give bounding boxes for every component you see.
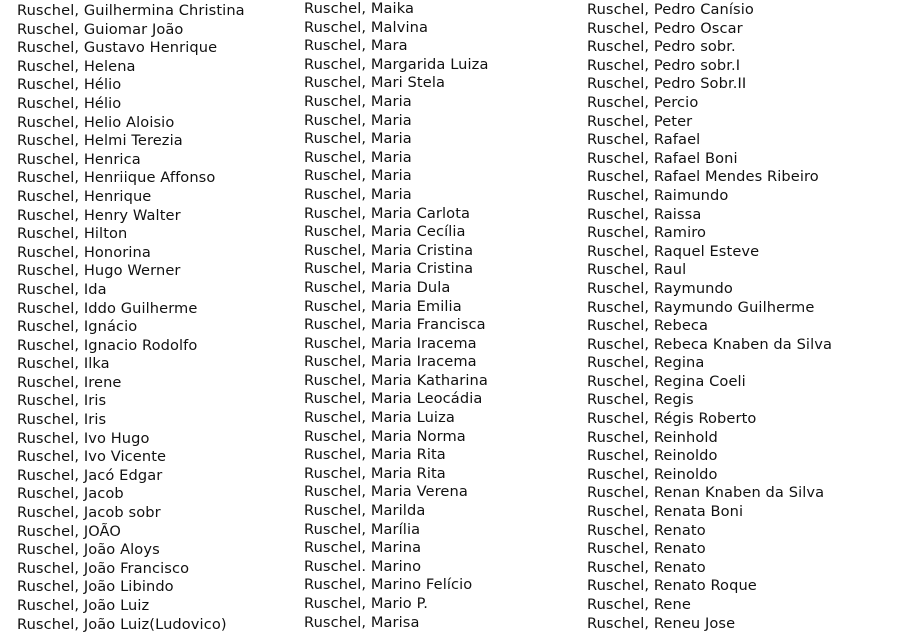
name-entry: Ruschel, Maria Iracema	[304, 353, 477, 371]
name-entry: Ruschel, Helmi Terezia	[17, 132, 183, 150]
name-entry: Ruschel, Ida	[17, 280, 107, 298]
name-entry: Ruschel, Maria	[304, 167, 412, 185]
name-entry: Ruschel, Reneu Jose	[587, 614, 736, 632]
name-entry: Ruschel, Rafael Mendes Ribeiro	[587, 168, 819, 186]
name-entry: Ruschel, Gustavo Henrique	[17, 39, 218, 57]
name-entry: Ruschel, Marisa	[304, 613, 420, 631]
name-entry: Ruschel, Ramiro	[587, 224, 707, 242]
name-entry: Ruschel, Raimundo	[587, 186, 729, 204]
name-entry: Ruschel, Guilhermina Christina	[17, 2, 245, 19]
name-entry: Ruschel, Helio Aloisio	[17, 113, 175, 131]
name-entry: Ruschel, Rafael Boni	[587, 149, 738, 167]
name-entry: Ruschel, Marília	[304, 520, 421, 538]
name-entry: Ruschel, Maria Iracema	[304, 334, 477, 352]
name-entry: Ruschel, Henry Walter	[17, 206, 181, 224]
name-entry: Ruschel, Maria Francisca	[304, 316, 486, 334]
name-entry: Ruschel, Rebeca Knaben da Silva	[587, 335, 833, 353]
name-entry: Ruschel, Honorina	[17, 243, 151, 261]
name-entry: Ruschel, Renata Boni	[587, 503, 744, 521]
name-entry: Ruschel, Maria Verena	[304, 483, 468, 501]
name-entry: Ruschel, Rene	[587, 596, 691, 613]
name-entry: Ruschel, Margarida Luiza	[304, 55, 489, 73]
name-entry: Ruschel, Malvina	[304, 18, 428, 36]
name-entry: Ruschel, Iddo Guilherme	[17, 299, 198, 317]
name-column-2	[304, 0, 489, 632]
name-entry: Ruschel, Jacob sobr	[17, 504, 161, 522]
name-entry: Ruschel, Maika	[304, 0, 415, 17]
name-entry: Ruschel, Maria Carlota	[304, 204, 471, 222]
name-entry: Ruschel, Maria Rita	[304, 446, 446, 464]
name-column-1	[17, 2, 245, 634]
name-entry: Ruschel, Henriique Affonso	[17, 169, 216, 187]
name-entry: Ruschel, Ivo Hugo	[17, 429, 150, 447]
name-entry: Ruschel, Maria	[304, 111, 412, 129]
name-entry: Ruschel, Maria Cecília	[304, 223, 466, 241]
name-entry: Ruschel, Helena	[17, 57, 136, 75]
name-entry: Ruschel, Jacó Edgar	[17, 466, 163, 484]
name-entry: Ruschel, Renan Knaben da Silva	[587, 484, 825, 502]
name-entry: Ruschel, Marina	[304, 539, 422, 557]
name-entry: Ruschel, Iris	[17, 411, 107, 429]
name-entry: Ruschel, Maria	[304, 148, 412, 166]
name-entry: Ruschel, Henrique	[17, 187, 152, 205]
name-entry: Ruschel, Raul	[587, 261, 687, 279]
name-entry: Ruschel, Raissa	[587, 205, 702, 223]
name-entry: Ruschel, Reinoldo	[587, 447, 718, 465]
name-entry: Ruschel, Jacob	[17, 485, 124, 503]
name-entry: Ruschel, Marino Felício	[304, 576, 473, 594]
name-entry: Ruschel, Guiomar João	[17, 20, 184, 38]
name-entry: Ruschel, Régis Roberto	[587, 410, 757, 428]
name-entry: Ruschel, Raymundo	[587, 279, 733, 297]
name-entry: Ruschel, Maria Emilia	[304, 297, 462, 315]
name-entry: Ruschel, Mari Stela	[304, 74, 446, 92]
name-entry: Ruschel, João Luiz(Ludovico)	[17, 615, 227, 633]
name-entry: Ruschel, Maria	[304, 185, 412, 203]
name-entry: Ruschel, Regina	[587, 354, 705, 372]
name-entry: Ruschel, Irene	[17, 373, 122, 391]
name-entry: Ruschel, Pedro Oscar	[587, 19, 743, 37]
name-entry: Ruschel, Ivo Vicente	[17, 448, 167, 466]
name-entry: Ruschel, Renato	[587, 558, 706, 576]
name-entry: Ruschel, Ilka	[17, 355, 110, 373]
name-entry: Ruschel, Rafael	[587, 131, 701, 149]
name-entry: Ruschel, Maria Luiza	[304, 409, 455, 427]
name-column-3	[587, 1, 832, 633]
name-entry: Ruschel, Ignácio	[17, 318, 138, 336]
name-entry: Ruschel, Rebeca	[587, 317, 709, 335]
name-entry: Ruschel, Percio	[587, 93, 699, 111]
name-entry: Ruschel, Marilda	[304, 502, 426, 520]
name-entry: Ruschel, João Libindo	[17, 578, 174, 596]
name-entry: Ruschel, Hilton	[17, 225, 128, 243]
name-entry: Ruschel, Maria Cristina	[304, 241, 474, 259]
name-entry: Ruschel, Mario P.	[304, 595, 428, 612]
name-entry: Ruschel, Maria Cristina	[304, 260, 474, 278]
name-entry: Ruschel, Regina Coeli	[587, 372, 746, 390]
name-entry: Ruschel, Maria Norma	[304, 427, 466, 445]
name-entry: Ruschel, Peter	[587, 112, 693, 130]
name-entry: Ruschel, Raymundo Guilherme	[587, 298, 815, 316]
name-entry: Ruschel, Maria Leocádia	[304, 390, 483, 408]
name-entry: Ruschel, Reinoldo	[587, 465, 718, 483]
name-entry: Ruschel, Maria Dula	[304, 278, 451, 296]
name-entry: Ruschel, Hélio	[17, 94, 122, 112]
name-entry: Ruschel. Marino	[304, 557, 422, 575]
name-entry: Ruschel, Renato	[587, 521, 706, 539]
name-entry: Ruschel, Iris	[17, 392, 107, 410]
name-entry: Ruschel, Hélio	[17, 76, 122, 94]
name-entry: Ruschel, João Francisco	[17, 559, 190, 577]
name-entry: Ruschel, Mara	[304, 37, 408, 55]
name-entry: Ruschel, Maria Rita	[304, 464, 446, 482]
name-entry: Ruschel, Maria	[304, 130, 412, 148]
name-entry: Ruschel, Ignacio Rodolfo	[17, 336, 198, 354]
name-entry: Ruschel, Pedro sobr.I	[587, 56, 741, 74]
name-entry: Ruschel, Maria	[304, 92, 412, 110]
name-entry: Ruschel, Hugo Werner	[17, 262, 181, 280]
name-entry: Ruschel, Pedro Canísio	[587, 1, 754, 18]
name-entry: Ruschel, JOÃO	[17, 522, 121, 540]
name-entry: Ruschel, Raquel Esteve	[587, 242, 760, 260]
name-entry: Ruschel, João Aloys	[17, 541, 160, 559]
name-entry: Ruschel, Henrica	[17, 150, 141, 168]
name-entry: Ruschel, João Luiz	[17, 597, 150, 614]
name-entry: Ruschel, Reinhold	[587, 428, 718, 446]
name-entry: Ruschel, Pedro Sobr.II	[587, 75, 747, 93]
name-entry: Ruschel, Renato Roque	[587, 577, 757, 595]
name-entry: Ruschel, Renato	[587, 540, 706, 558]
name-entry: Ruschel, Maria Katharina	[304, 371, 488, 389]
name-entry: Ruschel, Regis	[587, 391, 694, 409]
name-entry: Ruschel, Pedro sobr.	[587, 38, 736, 56]
